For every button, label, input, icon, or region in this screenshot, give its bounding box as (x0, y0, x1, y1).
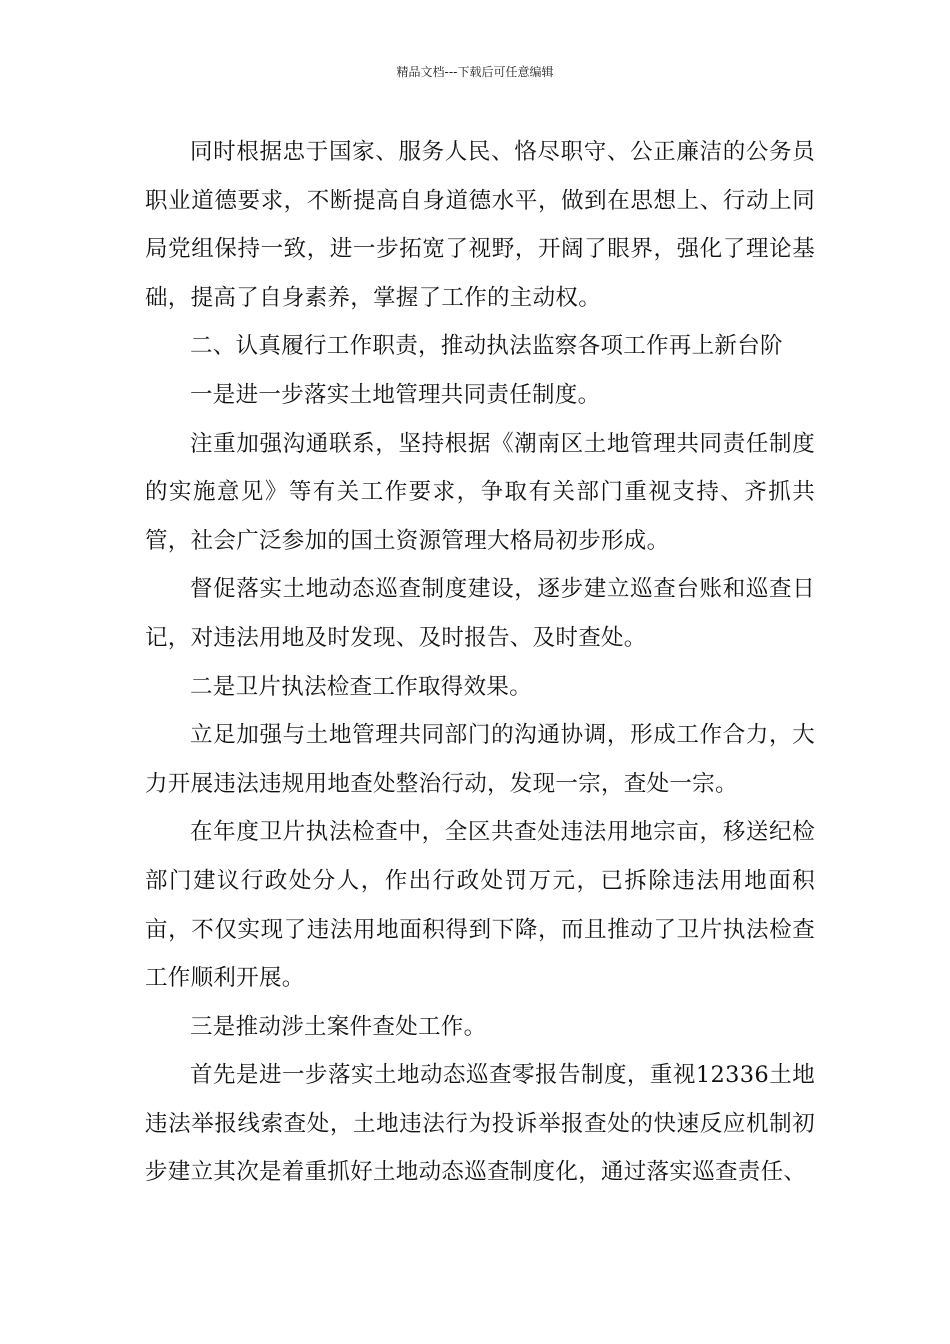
paragraph-2: 注重加强沟通联系，坚持根据《潮南区土地管理共同责任制度的实施意见》等有关工作要求，争取有关部门重视支持、齐抓共管，社会广泛参加的国土资源管理大格局初步形成。 (145, 430, 815, 554)
subheading-2: 二是卫片执法检查工作取得效果。 (190, 673, 533, 700)
page-header: 精品文档---下载后可任意编辑 (396, 65, 554, 79)
paragraph-4: 立足加强与土地管理共同部门的沟通协调，形成工作合力，大力开展违法违规用地查处整治行动，发现一宗，查处一宗。 (145, 722, 815, 797)
subheading-3: 三是推动涉土案件查处工作。 (190, 1013, 487, 1040)
paragraph-3: 督促落实土地动态巡查制度建设，逐步建立巡查台账和巡查日记，对违法用地及时发现、及时报告、及时查处。 (145, 576, 815, 651)
subheading-1: 一是进一步落实土地管理共同责任制度。 (190, 381, 601, 408)
document-body (145, 128, 815, 1197)
paragraph-1: 同时根据忠于国家、服务人民、恪尽职守、公正廉洁的公务员职业道德要求，不断提高自身道德水平，做到在思想上、行动上同局党组保持一致，进一步拓宽了视野，开阔了眼界，强化了理论基础，提高了自身素养，掌握了工作的主动权。 (145, 139, 815, 311)
paragraph-5: 在年度卫片执法检查中，全区共查处违法用地宗亩，移送纪检部门建议行政处分人，作出行政处罚万元，已拆除违法用地面积亩，不仅实现了违法用地面积得到下降，而且推动了卫片执法检查工作顺利开展。 (145, 819, 815, 992)
section-heading-2: 二、认真履行工作职责，推动执法监察各项工作再上新台阶 (190, 333, 783, 360)
paragraph-6: 首先是进一步落实土地动态巡查零报告制度，重视12336土地违法举报线索查处，土地违法行为投诉举报查处的快速反应机制初步建立其次是着重抓好土地动态巡查制度化，通过落实巡查责任、 (145, 1062, 815, 1186)
